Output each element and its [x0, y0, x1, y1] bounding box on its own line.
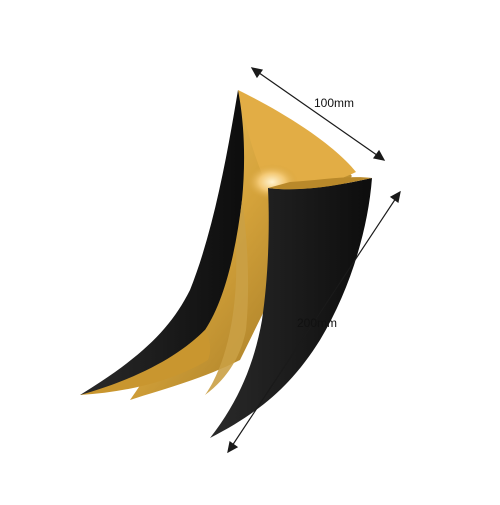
width-arrow-end [374, 151, 384, 160]
height-arrow-end [228, 442, 237, 452]
height-arrow-start [391, 192, 400, 202]
height-label: 200mm [297, 316, 338, 330]
width-label: 100mm [314, 96, 355, 110]
width-arrow-start [252, 68, 262, 77]
